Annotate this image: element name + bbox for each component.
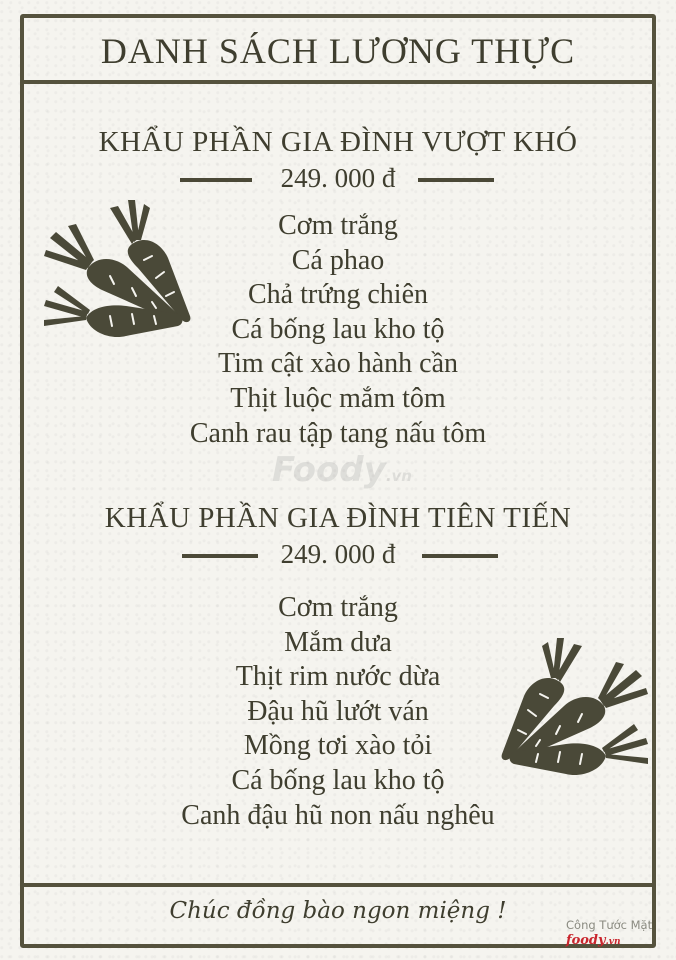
- foody-logo-suffix: .vn: [605, 937, 621, 947]
- section-title: KHẨU PHẦN GIA ĐÌNH VƯỢT KHÓ: [98, 126, 578, 158]
- carrot-bunch-icon: [40, 198, 200, 348]
- price-dash-right: [418, 178, 494, 182]
- dish-item: Cá bống lau kho tộ: [231, 764, 445, 796]
- section-title: KHẨU PHẦN GIA ĐÌNH TIÊN TIẾN: [104, 502, 572, 534]
- dish-item: Cá bống lau kho tộ: [231, 313, 445, 345]
- dish-item: Đậu hũ lướt ván: [247, 695, 429, 727]
- dish-item: Chả trứng chiên: [247, 279, 429, 311]
- dish-item: Tim cật xào hành cần: [217, 348, 459, 380]
- section-price: 249. 000 đ: [280, 539, 396, 569]
- dish-item: Canh rau tập tang nấu tôm: [189, 417, 487, 449]
- foody-logo: [566, 933, 620, 948]
- footer-divider: [24, 883, 652, 887]
- dish-item: Mắm dưa: [284, 626, 392, 658]
- watermark-brand: Foody: [272, 450, 386, 490]
- dish-item: Thịt rim nước dừa: [235, 661, 441, 693]
- page-title: DANH SÁCH LƯƠNG THỰC: [100, 31, 576, 71]
- dish-item: Mồng tơi xào tỏi: [243, 730, 433, 762]
- section-price: 249. 000 đ: [280, 163, 396, 193]
- carrot-bunch-icon: [492, 636, 652, 786]
- dish-item: Cơm trắng: [278, 592, 398, 623]
- photo-credit: Công Tước Mặt: [566, 918, 653, 932]
- foody-logo-text: foody: [566, 933, 606, 948]
- watermark-suffix: .vn: [385, 467, 412, 485]
- closing-message: Chúc đồng bào ngon miệng !: [169, 898, 507, 924]
- title-divider: [24, 80, 652, 84]
- dish-item: Thịt luộc mắm tôm: [230, 382, 446, 414]
- watermark: [272, 450, 412, 490]
- price-row: [0, 539, 676, 573]
- dish-item: Cá phao: [291, 244, 385, 276]
- price-dash-right: [422, 554, 498, 558]
- dish-item: Cơm trắng: [278, 210, 398, 241]
- dish-item: Canh đậu hũ non nấu nghêu: [181, 799, 495, 831]
- price-row: [0, 163, 676, 197]
